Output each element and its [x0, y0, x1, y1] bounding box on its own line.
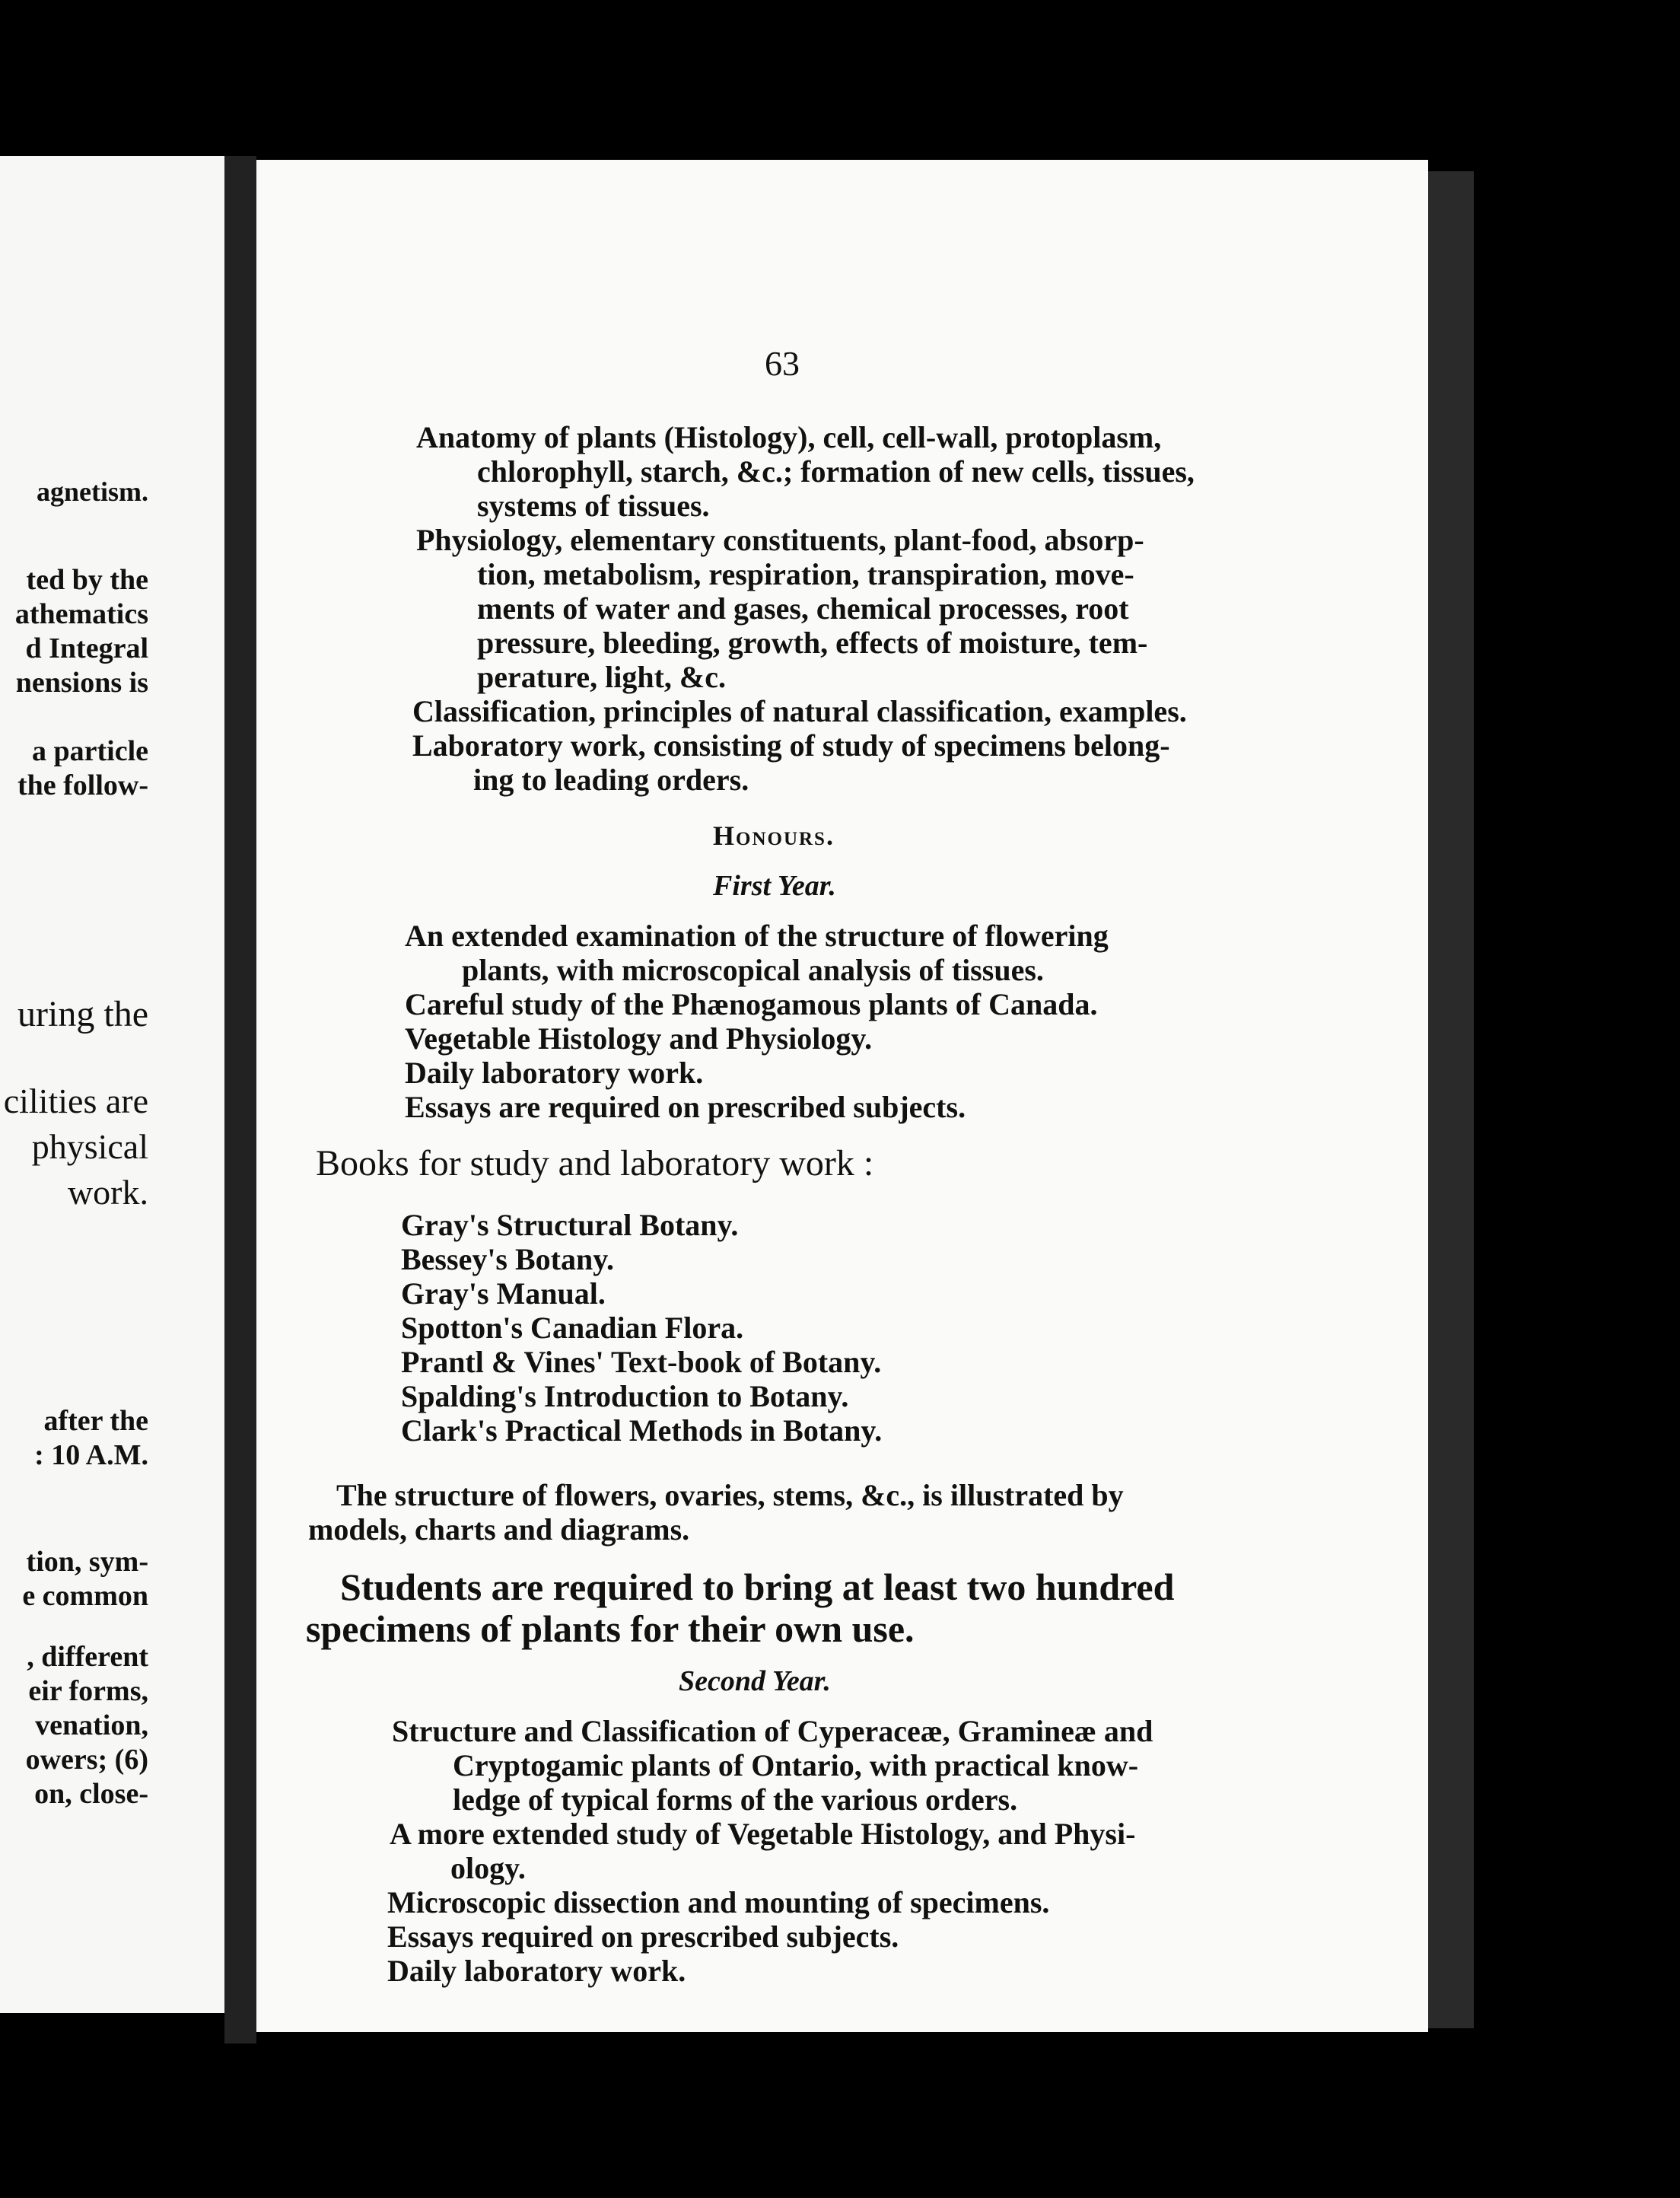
second-year-item-line: Daily laboratory work.	[387, 1954, 686, 1988]
first-year-item-line: Essays are required on prescribed subjects.	[405, 1090, 966, 1124]
second-year-item-line: Essays required on prescribed subjects.	[387, 1919, 899, 1954]
second-year-item-line: Structure and Classification of Cyperaceæ, Gramineæ and	[392, 1714, 1153, 1748]
left-fragment-line: on, close-	[34, 1778, 148, 1810]
pass-item-line: ing to leading orders.	[473, 763, 749, 797]
pass-item-line: Physiology, elementary constituents, plant-food, absorp-	[416, 523, 1144, 557]
left-fragment-line: work.	[67, 1173, 148, 1212]
second-year-heading: Second Year.	[679, 1665, 831, 1697]
second-year-item-line: A more extended study of Vegetable Histology, and Physi-	[390, 1817, 1136, 1851]
left-fragment-line: venation,	[35, 1709, 148, 1741]
left-fragment-line: tion, sym-	[26, 1546, 148, 1578]
left-fragment-line: nensions is	[15, 667, 148, 699]
first-year-item-line: Daily laboratory work.	[405, 1056, 704, 1090]
left-page-fragment	[0, 156, 224, 2013]
book-line: Spotton's Canadian Flora.	[401, 1311, 744, 1345]
left-fragment-line: agnetism.	[37, 476, 148, 507]
left-fragment-line: physical	[31, 1127, 148, 1166]
page	[256, 160, 1428, 2032]
book-line: Clark's Practical Methods in Botany.	[401, 1413, 883, 1448]
students-note-line: specimens of plants for their own use.	[306, 1607, 915, 1650]
left-fragment-line: , different	[27, 1641, 148, 1673]
left-fragment-line: cilities are	[3, 1081, 148, 1120]
pass-item-line: systems of tissues.	[477, 489, 710, 523]
left-fragment-line: owers; (6)	[25, 1744, 148, 1776]
honours-heading: Honours.	[713, 820, 835, 851]
first-year-item-line: An extended examination of the structure of flowering	[405, 919, 1109, 953]
first-year-item-line: Careful study of the Phænogamous plants of Canada.	[405, 987, 1098, 1021]
second-year-item-line: ledge of typical forms of the various orders.	[453, 1782, 1018, 1817]
left-fragment-line: after the	[43, 1405, 148, 1437]
gutter-shadow	[224, 156, 256, 2044]
book-edge	[1428, 171, 1474, 2028]
book-line: Bessey's Botany.	[401, 1242, 615, 1276]
left-fragment-line: : 10 A.M.	[34, 1439, 148, 1471]
pass-item-line: tion, metabolism, respiration, transpiration, move-	[477, 557, 1134, 591]
pass-item-line: Laboratory work, consisting of study of specimens belong-	[412, 728, 1170, 763]
left-fragment-line: e common	[22, 1580, 148, 1612]
first-year-item-line: plants, with microscopical analysis of tissues.	[462, 953, 1044, 987]
left-fragment-line: the follow-	[17, 769, 148, 801]
second-year-item-line: Microscopic dissection and mounting of specimens.	[387, 1885, 1050, 1919]
book-line: Spalding's Introduction to Botany.	[401, 1379, 849, 1413]
left-fragment-line: uring the	[18, 994, 148, 1034]
left-fragment-line: ted by the	[26, 564, 148, 596]
second-year-item-line: ology.	[450, 1851, 526, 1885]
left-fragment-line: a particle	[31, 735, 148, 767]
page-number: 63	[765, 344, 800, 383]
pass-item-line: pressure, bleeding, growth, effects of moisture, tem-	[477, 626, 1148, 660]
second-year-item-line: Cryptogamic plants of Ontario, with practical know-	[453, 1748, 1139, 1782]
first-year-heading: First Year.	[713, 870, 836, 902]
left-fragment-line: eir forms,	[28, 1675, 148, 1707]
structure-note-line: models, charts and diagrams.	[308, 1512, 690, 1547]
structure-note-line: The structure of flowers, ovaries, stems, &c., is illustrated by	[336, 1478, 1124, 1512]
pass-item-line: ments of water and gases, chemical processes, root	[477, 591, 1129, 626]
pass-item-line: Classification, principles of natural classification, examples.	[412, 694, 1187, 728]
books-heading: Books for study and laboratory work :	[316, 1143, 874, 1183]
pass-item-line: chlorophyll, starch, &c.; formation of new cells, tissues,	[477, 454, 1195, 489]
book-line: Gray's Structural Botany.	[401, 1208, 739, 1242]
left-fragment-line: d Integral	[25, 632, 148, 664]
pass-item-line: perature, light, &c.	[477, 660, 726, 694]
book-line: Gray's Manual.	[401, 1276, 606, 1311]
first-year-item-line: Vegetable Histology and Physiology.	[405, 1021, 873, 1056]
students-note-line: Students are required to bring at least two hundred	[340, 1566, 1175, 1608]
left-fragment-line: athematics	[14, 598, 148, 630]
book-line: Prantl & Vines' Text-book of Botany.	[401, 1345, 882, 1379]
pass-item-line: Anatomy of plants (Histology), cell, cell-wall, protoplasm,	[416, 420, 1162, 454]
